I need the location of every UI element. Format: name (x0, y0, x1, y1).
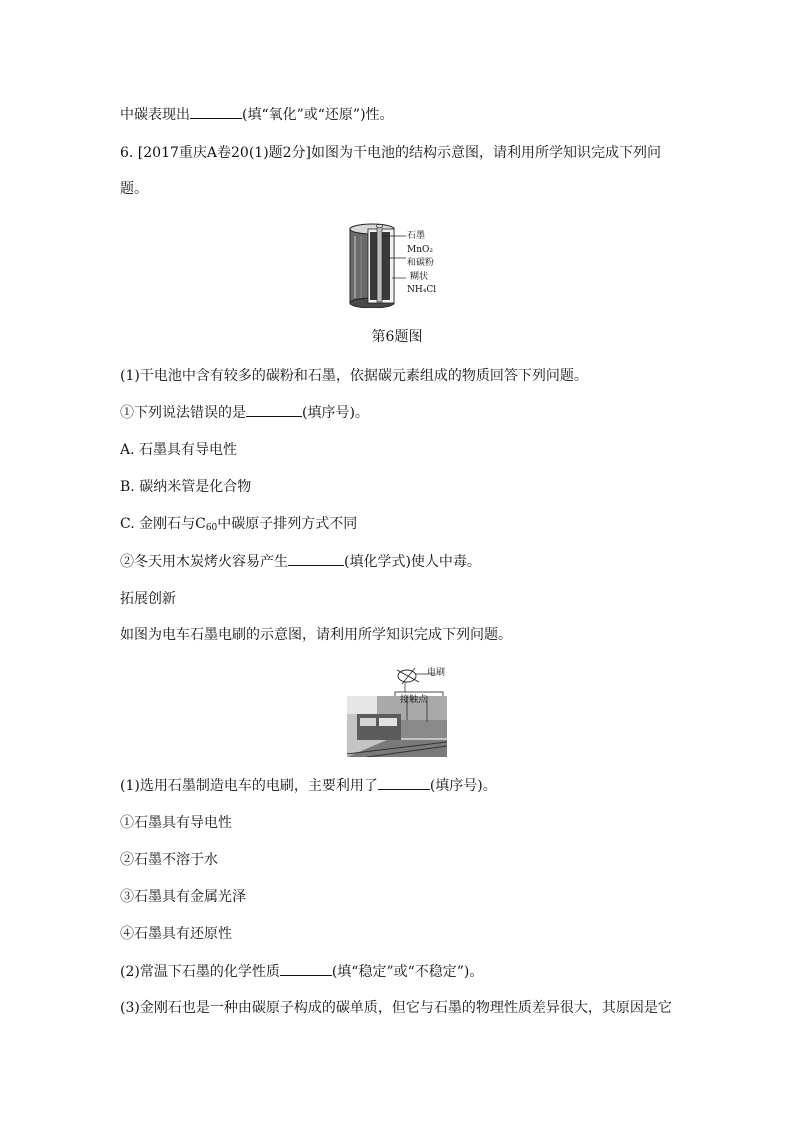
question-6-part-1: (1)干电池中含有较多的碳粉和石墨，依据碳元素组成的物质回答下列问题。 (120, 368, 588, 384)
option-a: A. 石墨具有导电性 (120, 442, 238, 458)
option-3: ③石墨具有金属光泽 (120, 889, 246, 905)
question-6-stem-cont: 题。 (120, 181, 148, 197)
text-segment: (2)常温下石墨的化学性质 (120, 964, 280, 980)
answer-blank[interactable] (288, 551, 344, 566)
battery-diagram (346, 222, 406, 308)
dry-battery-figure (346, 222, 446, 308)
label-carbon-powder: 和碳粉 (407, 258, 435, 268)
text-segment: (填“稳定”或“不稳定”)。 (331, 964, 484, 980)
label-nh4cl: NH₄Cl (407, 285, 437, 295)
text-segment: (1)选用石墨制造电车的电刷，主要利用了 (120, 778, 378, 794)
extension-intro: 如图为电车石墨电刷的示意图，请利用所学知识完成下列问题。 (120, 627, 512, 643)
answer-blank[interactable] (378, 775, 430, 790)
text-segment: (填化学式)使人中毒。 (344, 554, 481, 570)
extension-part-1 (120, 775, 497, 796)
text-segment: (填“氧化”或“还原”)性。 (242, 107, 394, 123)
label-contact-point: 接触点 (400, 695, 428, 705)
label-graphite: 石墨 (407, 231, 426, 241)
question-6-stem: 6. [2017重庆A卷20(1)题2分]如图为干电池的结构示意图，请利用所学知识完成下列问 (120, 145, 662, 161)
text-segment: (填序号)。 (302, 405, 369, 421)
text-segment: (填序号)。 (429, 778, 497, 794)
option-b: B. 碳纳米管是化合物 (120, 479, 252, 495)
label-paste: 糊状 (410, 272, 429, 282)
label-mno2: MnO₂ (407, 245, 433, 255)
tram-brush-figure (347, 662, 447, 757)
figure-caption: 第6题图 (371, 329, 423, 345)
text-segment: ②冬天用木炭烤火容易产生 (120, 554, 288, 570)
option-c (120, 514, 357, 538)
question-6-sub-1 (120, 402, 369, 423)
section-heading: 拓展创新 (120, 591, 176, 607)
extension-part-3: (3)金刚石也是一种由碳原子构成的碳单质，但它与石墨的物理性质差异很大，其原因是它 (120, 1000, 672, 1016)
label-brush: 电刷 (427, 668, 446, 678)
option-4: ④石墨具有还原性 (120, 926, 232, 942)
answer-blank[interactable] (190, 104, 242, 119)
answer-blank[interactable] (246, 402, 302, 417)
option-2: ②石墨不溶于水 (120, 852, 218, 868)
subscript-60: 60 (205, 523, 218, 533)
extension-part-2 (120, 961, 483, 982)
text-line-carbon-property (120, 104, 394, 125)
answer-blank[interactable] (280, 961, 332, 976)
text-segment: ①下列说法错误的是 (120, 405, 246, 421)
option-1: ①石墨具有导电性 (120, 815, 232, 831)
text-segment: C. 金刚石与C (120, 516, 206, 532)
text-segment: 中碳原子排列方式不同 (217, 516, 358, 532)
text-segment: 中碳表现出 (120, 107, 190, 123)
question-6-sub-2 (120, 551, 481, 572)
